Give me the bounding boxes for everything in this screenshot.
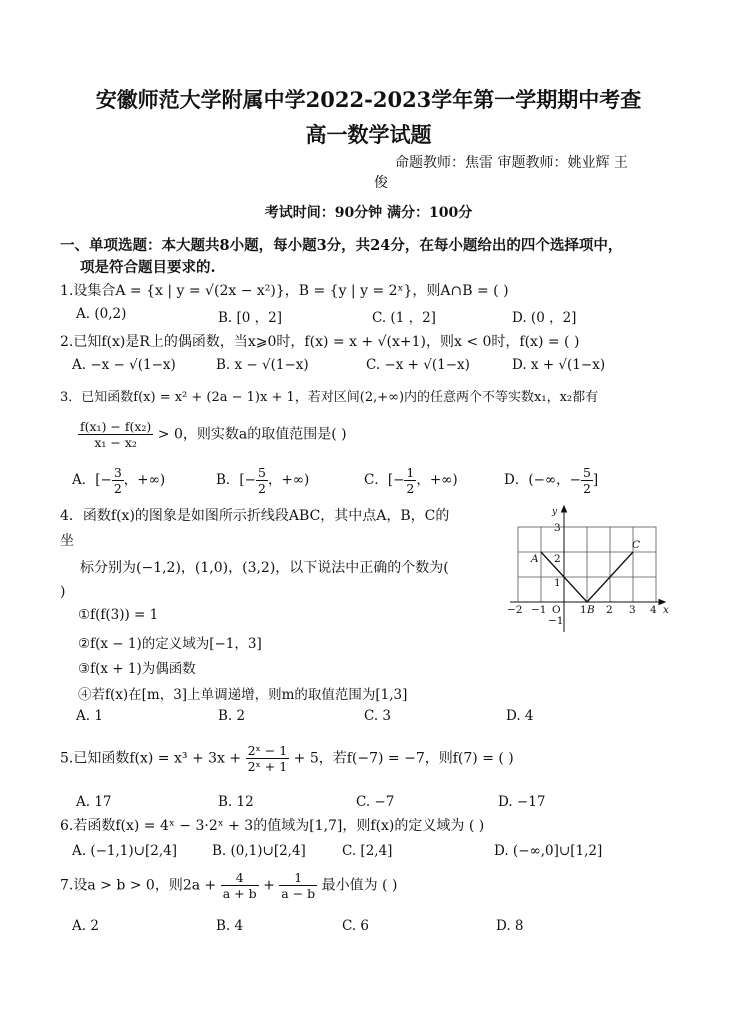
q4-item-2: ②f(x − 1)的定义域为[−1，3] [78, 636, 262, 652]
q5-stem [60, 743, 514, 774]
q3-b-den: 2 [258, 481, 266, 496]
q6-option-d: D. (−∞,0]∪[1,2] [494, 843, 603, 859]
q3-condition [78, 419, 347, 450]
q5-option-c: C. −7 [356, 794, 395, 810]
q3-stem2: > 0，则实数a的取值范围是( ) [157, 426, 347, 443]
point-b-label: B [587, 604, 595, 616]
q7-option-a: A. 2 [72, 918, 99, 934]
q4-stem-line3: ) [60, 584, 66, 600]
q1-stem: 1.设集合A = {x | y = √(2x − x²)}，B = {y | y = 2ˣ}，则A∩B = ( ) [60, 283, 509, 299]
q2-stem: 2.已知f(x)是R上的偶函数，当x⩾0时，f(x) = x + √(x+1)，则x < 0时，f(x) = ( ) [60, 334, 580, 350]
q7-fraction-1 [221, 870, 259, 901]
q3-option-d [504, 465, 598, 496]
q4-option-d: D. 4 [506, 708, 534, 724]
x-tick-4: 4 [650, 604, 657, 616]
q3-c-prefix: C．[− [364, 472, 405, 488]
y-tick-2: 2 [554, 553, 561, 565]
q4-item-1: ①f(f(3)) = 1 [78, 607, 159, 623]
q6-option-a: A. (−1,1)∪[2,4] [72, 843, 177, 859]
q3-a-suffix: ，+∞) [123, 472, 166, 488]
q2-option-d: D. x + √(1−x) [512, 357, 606, 373]
q3-option-b [216, 465, 309, 496]
q3-frac-num: f(x₁) − f(x₂) [80, 419, 152, 434]
q7-f2-num: 1 [279, 870, 317, 886]
y-tick-neg1: −1 [548, 615, 564, 627]
point-c-label: C [632, 539, 641, 551]
q1-option-b: B. [0 ，2] [218, 310, 283, 326]
section-heading-line1: 一、单项选题：本大题共8小题，每小题3分，共24分，在每小题给出的四个选择项中， [60, 237, 623, 254]
q3-b-prefix: B．[− [216, 472, 256, 488]
q1-option-c: C. (1 ，2] [372, 310, 436, 326]
q4-stem-line2: 标分别为(−1,2)，(1,0)，(3,2)，以下说法中正确的个数为( [80, 560, 449, 576]
x-tick-1: 1 [580, 604, 587, 616]
q1-option-a: A. (0,2) [76, 306, 127, 322]
q2-option-b: B. x − √(1−x) [216, 357, 309, 373]
q5-stem-a: 5.已知函数f(x) = x³ + 3x + [60, 750, 242, 767]
q3-a-den: 2 [113, 481, 122, 496]
exam-info: 考试时间：90分钟 满分：100分 [264, 205, 473, 221]
q7-stem-a: 7.设a > b > 0，则2a + [60, 877, 217, 894]
q3-d-prefix: D．(−∞，− [504, 472, 581, 488]
q4-stem-line1: 4．函数f(x)的图象是如图所示折线段ABC，其中点A，B，C的 [60, 508, 450, 524]
q3-d-den: 2 [582, 481, 591, 496]
q3-b-num: 5 [258, 465, 266, 480]
q3-d-num: 5 [582, 465, 591, 480]
q4-stem-line1b: 坐 [60, 533, 74, 549]
point-a-label: A [531, 553, 539, 565]
y-tick-3: 3 [554, 522, 561, 534]
q3-fraction [78, 419, 153, 450]
q3-stem: 3．已知函数f(x) = x² + (2a − 1)x + 1，若对区间(2,+∞)内的任意两个不等实数x₁，x₂都有 [60, 390, 599, 405]
x-tick-3: 3 [629, 604, 636, 616]
q4-graph [500, 500, 680, 635]
q5-option-a: A. 17 [76, 794, 112, 810]
q6-stem: 6.若函数f(x) = 4ˣ − 3·2ˣ + 3的值域为[1,7]，则f(x)的定义域为 ( ) [60, 818, 485, 834]
q7-f1-den: a + b [222, 886, 257, 901]
q4-option-a: A. 1 [76, 708, 103, 724]
q6-option-b: B. (0,1)∪[2,4] [212, 843, 306, 859]
q5-stem-b: + 5，若f(−7) = −7，则f(7) = ( ) [293, 750, 514, 767]
q7-option-c: C. 6 [342, 918, 370, 934]
q7-fraction-2 [279, 870, 317, 901]
q5-option-b: B. 12 [218, 794, 254, 810]
q4-item-3: ③f(x + 1)为偶函数 [78, 661, 196, 677]
x-tick-2: 2 [606, 604, 613, 616]
q3-c-num: 1 [406, 465, 415, 480]
x-axis-label: x [663, 604, 669, 616]
q5-frac-num: 2ˣ − 1 [247, 743, 288, 758]
x-tick-neg2: −2 [507, 604, 523, 616]
q3-option-a [72, 465, 165, 496]
q3-option-c [364, 465, 458, 496]
q7-f1-num: 4 [221, 870, 259, 886]
q2-option-c: C. −x + √(1−x) [366, 357, 470, 373]
exam-title-line1: 安徽师范大学附属中学2022-2023学年第一学期期中考查 [95, 87, 642, 112]
q7-f2-den: a − b [281, 886, 316, 901]
q7-stem [60, 870, 397, 901]
q3-c-den: 2 [406, 481, 415, 496]
q3-a-num: 3 [113, 465, 122, 480]
exam-title-line2: 高一数学试题 [305, 122, 432, 147]
q2-option-a: A. −x − √(1−x) [72, 357, 176, 373]
q4-option-b: B. 2 [218, 708, 246, 724]
y-axis-label: y [552, 507, 558, 517]
q4-item-4: ④若f(x)在[m，3]上单调递增，则m的取值范围为[1,3] [78, 687, 408, 703]
q3-c-suffix: ，+∞) [416, 472, 458, 488]
q7-stem-b: 最小值为 ( ) [321, 877, 398, 894]
q6-option-c: C. [2,4] [342, 843, 393, 859]
q5-option-d: D. −17 [498, 794, 546, 810]
y-tick-1: 1 [554, 577, 561, 589]
origin-label: O [552, 604, 561, 616]
q3-a-prefix: A．[− [72, 472, 112, 488]
x-tick-neg1: −1 [531, 604, 547, 616]
authors-line2: 俊 [374, 175, 388, 191]
q3-frac-den: x₁ − x₂ [94, 435, 137, 450]
q3-b-suffix: ，+∞) [267, 472, 310, 488]
q7-option-b: B. 4 [216, 918, 244, 934]
q3-d-suffix: ] [592, 472, 599, 488]
q7-plus: + [263, 877, 275, 894]
section-heading-line2: 项是符合题目要求的. [80, 259, 216, 276]
q5-frac-den: 2ˣ + 1 [247, 759, 288, 774]
q1-option-d: D. (0 ，2] [512, 310, 577, 326]
q7-option-d: D. 8 [496, 918, 524, 934]
q4-option-c: C. 3 [364, 708, 392, 724]
q5-fraction [246, 743, 290, 774]
authors-line1: 命题教师：焦雷 审题教师：姚业辉 王 [395, 155, 628, 171]
